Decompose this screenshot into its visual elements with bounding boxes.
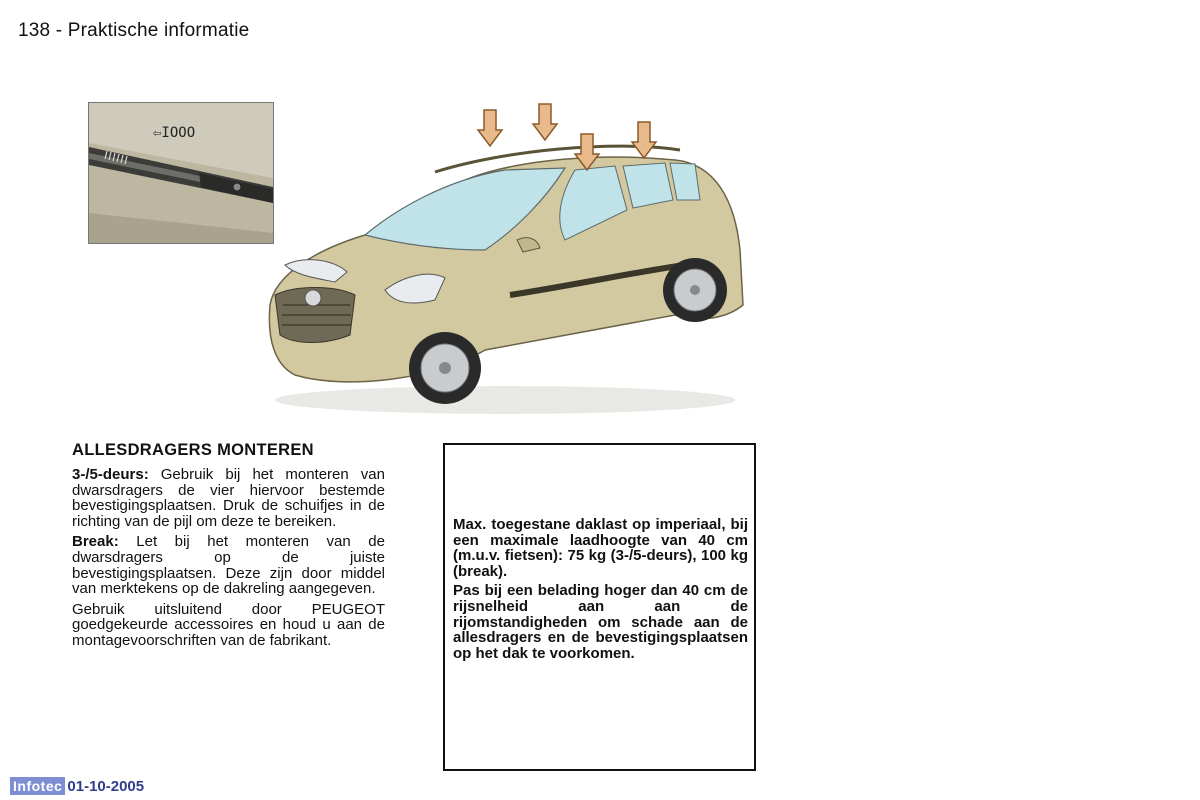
footer [10, 776, 144, 796]
roof-rail-detail-image [88, 102, 274, 244]
paragraph-text: Let bij het monteren van de dwarsdragers op de juiste bevestigingsplaatsen. Deze zijn door middel van merktekens op de dakreling aangegeven. [72, 533, 385, 598]
paragraph-lead: Break: [72, 533, 119, 551]
footer-date: 01-10-2005 [67, 777, 145, 795]
car-roof-illustration [255, 100, 755, 420]
infotec-logo: Infotec [10, 777, 65, 795]
section-body [72, 467, 385, 654]
roof-rail-detail-drawing [89, 103, 273, 243]
warning-paragraph: Max. toegestane daklast op imperiaal, bij een maximale laadhoogte van 40 cm (m.u.v. fietsen): 75 kg (3-/5-deurs), 100 kg (break). [453, 516, 748, 580]
paragraph-lead: 3-/5-deurs: [72, 466, 149, 483]
paragraph-break [72, 534, 385, 596]
mounting-point-arrow [575, 134, 599, 170]
paragraph-doors [72, 467, 385, 529]
paragraph-text: Gebruik uitsluitend door PEUGEOT goedgekeurde accessoires en houd u aan de montagevoorschriften van de fabrikant. [72, 600, 385, 649]
warning-text [453, 517, 748, 665]
mounting-point-arrow [478, 110, 502, 146]
arrow-label-text: ⇦IOOO [153, 125, 196, 141]
paragraph-accessories [72, 602, 385, 649]
page-title: 138 - Praktische informatie [18, 20, 250, 41]
mounting-arrows [255, 100, 755, 420]
roof-load-warning-box [443, 443, 756, 771]
mounting-point-arrow [533, 104, 557, 140]
mounting-point-arrow [632, 122, 656, 158]
section-title: ALLESDRAGERS MONTEREN [72, 441, 314, 459]
warning-paragraph: Pas bij een belading hoger dan 40 cm de rijsnelheid aan aan de rijomstandigheden om schade aan de allesdragers en de bevestigingsplaatsen op het dak te voorkomen. [453, 582, 748, 662]
paragraph-text: Gebruik bij het monteren van dwarsdragers de vier hiervoor bestemde bevestigingsplaatsen. Druk de schuifjes in de richting van de pijl om deze te bereiken. [72, 466, 385, 530]
